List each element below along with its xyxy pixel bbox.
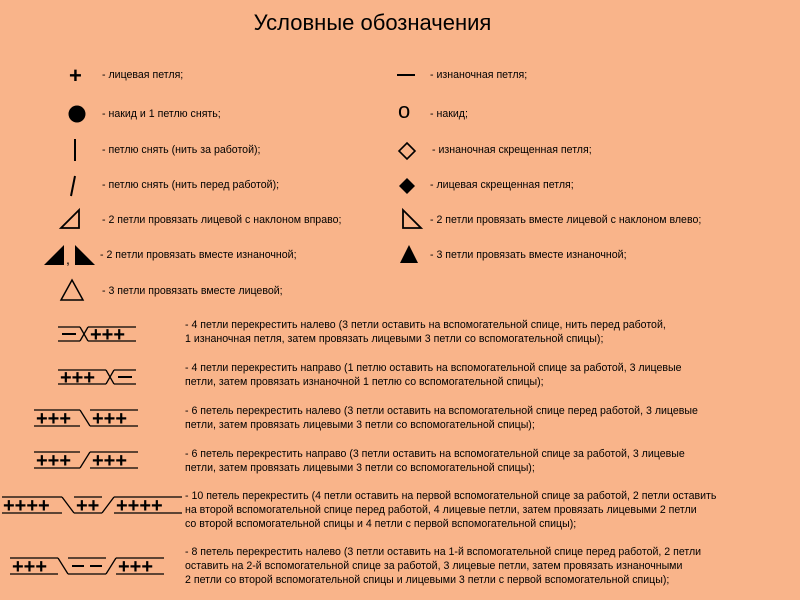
cable-4-line-2: петли, затем провязать лицевыми 3 петли со вспомогательной спицы);: [185, 462, 535, 474]
cable-5-line-2: на второй вспомогательной спице перед работой, 4 лицевые петли, затем провязать лицевыми 2 петли: [185, 504, 697, 516]
cable-1-line-2: 1 изнаночная петля, затем провязать лицевыми 3 петли со вспомогательной спицы);: [185, 333, 604, 345]
cable-2-description: [185, 361, 795, 389]
legend-left-6: - 2 петли провязать вместе изнаночной;: [100, 249, 297, 261]
circle-o-icon: o: [398, 98, 411, 123]
dash-icon: [397, 74, 417, 78]
cable-1-part-1: +++: [90, 324, 126, 346]
cable-3-line-1: - 6 петель перекрестить налево (3 петли оставить на вспомогательной спице перед работой, 3 лицевые: [185, 405, 698, 417]
legend-right-4: - лицевая скрещенная петля;: [430, 179, 574, 191]
cable-6-line-1: - 8 петель перекрестить налево (3 петли оставить на 1-й вспомогательной спице перед работой, 2 петли: [185, 546, 702, 558]
filled-half-triangles-icon: [42, 243, 100, 269]
left-slant-triangle-icon: [402, 209, 424, 229]
cable-2-line-1: - 4 петли перекрестить направо (1 петлю оставить на вспомогательной спице за работой, 3 лицевые: [185, 362, 682, 374]
cable-10-icon: [2, 489, 184, 519]
cable-4-left-icon: [58, 317, 148, 347]
cable-1-description: [185, 318, 795, 346]
cable-5-part-3: ++++: [116, 495, 163, 517]
right-slant-triangle-icon: [60, 209, 80, 229]
cable-6-part-1: +++: [12, 556, 48, 578]
cable-3-part-2: +++: [92, 408, 128, 430]
cable-6-line-3: 2 петли со второй вспомогательной спицы и лицевыми 3 петли с первой вспомогательной спицы);: [185, 574, 670, 586]
cable-6-line-2: оставить на 2-й вспомогательной спице за работой, 3 лицевые петли, затем провязать изнаночными: [185, 560, 683, 572]
cable-5-description: [185, 489, 795, 531]
legend-right-5: - 2 петли провязать вместе лицевой с наклоном влево;: [430, 214, 702, 226]
outline-diamond-icon: [398, 142, 418, 162]
cable-4-part-1: +++: [36, 450, 72, 472]
cable-3-description: [185, 404, 795, 432]
cable-5-part-1: ++++: [3, 495, 50, 517]
cable-3-line-2: петли, затем провязать лицевыми 3 петли со вспомогательной спицы);: [185, 419, 535, 431]
cable-6-description: [185, 545, 795, 587]
plus-icon: +: [69, 63, 82, 88]
filled-triangle-icon: [400, 244, 420, 264]
legend-left-3: - петлю снять (нить за работой);: [102, 144, 261, 156]
cable-8-left-icon: [10, 550, 170, 580]
cable-6-left-icon: [34, 402, 144, 432]
outline-triangle-icon: [60, 279, 84, 301]
separator-comma: ,: [66, 251, 70, 267]
legend-right-6: - 3 петли провязать вместе изнаночной;: [430, 249, 627, 261]
legend-right-3: - изнаночная скрещенная петля;: [432, 144, 592, 156]
cable-5-part-2: ++: [76, 495, 100, 517]
cable-6-right-icon: [34, 444, 144, 474]
cable-2-part-1: +++: [60, 367, 96, 389]
vertical-bar-icon: [74, 139, 78, 161]
cable-6-part-2: +++: [118, 556, 154, 578]
cable-4-description: [185, 447, 795, 475]
filled-diamond-icon: [398, 177, 418, 197]
cable-3-part-1: +++: [36, 408, 72, 430]
filled-circle-icon: [68, 105, 86, 123]
legend-right-1: - изнаночная петля;: [430, 69, 528, 81]
legend-left-7: - 3 петли провязать вместе лицевой;: [102, 285, 283, 297]
slash-icon: [68, 175, 78, 197]
cable-1-line-1: - 4 петли перекрестить налево (3 петли оставить на вспомогательной спице, нить перед работой,: [185, 319, 666, 331]
legend-left-2: - накид и 1 петлю снять;: [102, 108, 221, 120]
page-title: Условные обозначения: [253, 10, 492, 35]
legend-left-4: - петлю снять (нить перед работой);: [102, 179, 280, 191]
cable-5-line-3: со второй вспомогательной спицы и 4 петли с первой вспомогательной спицы);: [185, 518, 577, 530]
legend-left-5: - 2 петли провязать лицевой с наклоном вправо;: [102, 214, 342, 226]
cable-2-line-2: петли, затем провязать изнаночной 1 петлю со вспомогательной спицы);: [185, 376, 544, 388]
legend-left-1: - лицевая петля;: [102, 69, 184, 81]
cable-4-part-2: +++: [92, 450, 128, 472]
cable-4-line-1: - 6 петель перекрестить направо (3 петли оставить на вспомогательной спице за работой, 3 лицевые: [185, 448, 685, 460]
legend-right-2: - накид;: [430, 108, 468, 120]
cable-5-line-1: - 10 петель перекрестить (4 петли оставить на первой вспомогательной спице за работой, 2 петли оставить: [185, 490, 717, 502]
cable-4-right-icon: [58, 360, 148, 390]
